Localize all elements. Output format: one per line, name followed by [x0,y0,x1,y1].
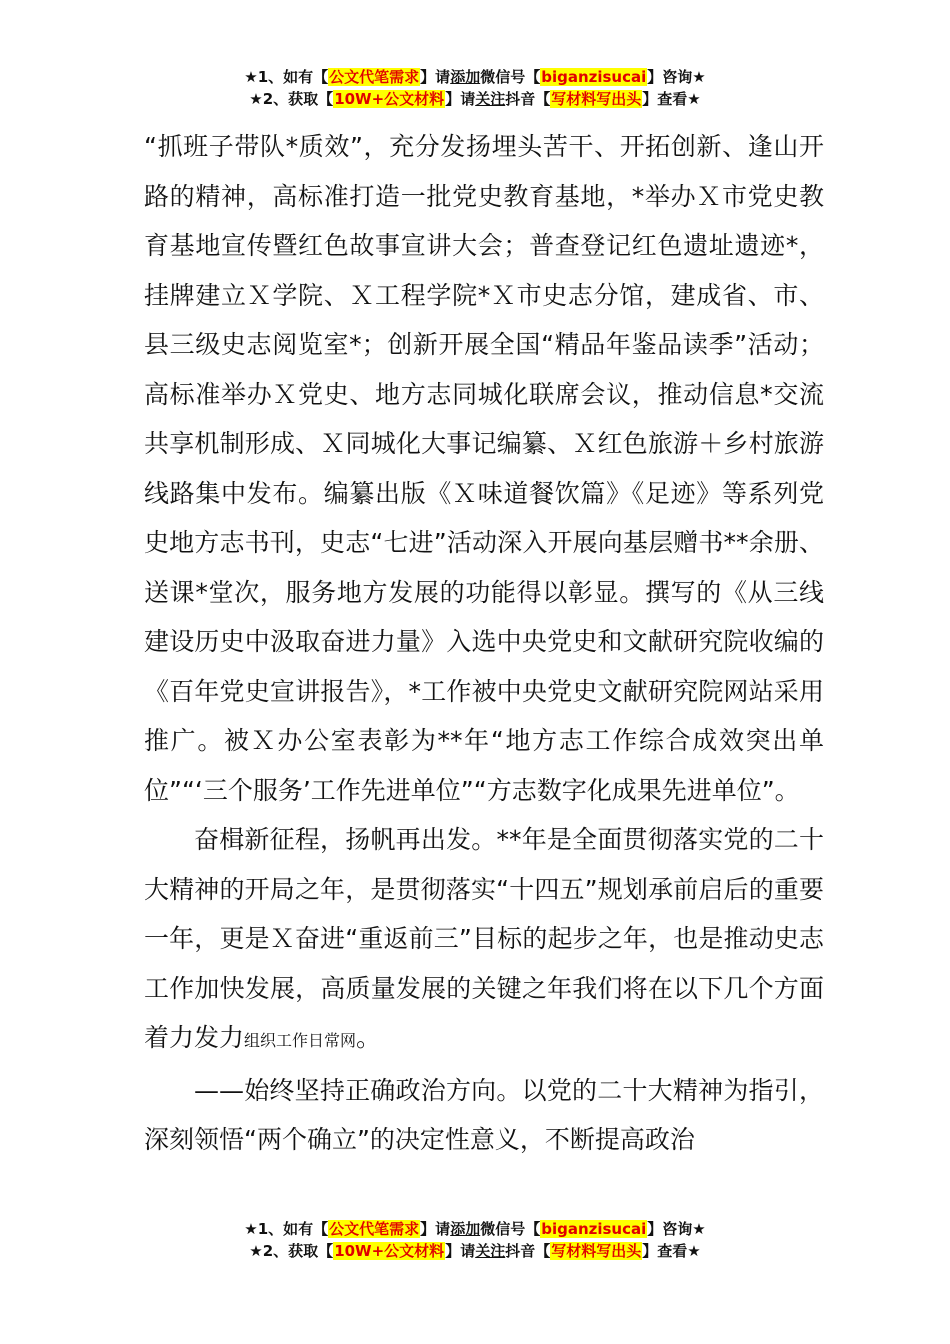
promo-line-1 [0,66,950,88]
promo-underlined: 关注 [475,90,506,108]
promo-text: 】请 [420,1220,451,1238]
promo-underlined: 关注 [475,1242,506,1260]
promo-text: 】查看★ [642,90,701,108]
promo-text: 】咨询★ [647,68,706,86]
paragraph-text: 。 [356,1023,382,1052]
promo-text: ★1、如有【 [244,68,329,86]
paragraph-political-direction: ——始终坚持正确政治方向。以党的二十大精神为指引，深刻领悟“两个确立”的决定性意义，不断提高政治 [144,1075,824,1154]
promo-text: ★2、获取【 [249,1242,334,1260]
promo-highlight: 10W+公文材料 [334,90,445,108]
header-promo-banner [0,66,950,110]
promo-highlight: 公文代笔需求 [329,1220,420,1238]
promo-text: 】请 [445,1242,476,1260]
promo-text: 】查看★ [642,1242,701,1260]
promo-douyin-id: 写材料写出头 [551,1242,642,1260]
footer-promo-banner [0,1218,950,1262]
source-note: 组织工作日常网 [244,1031,357,1050]
paragraph-achievements: “抓班子带队*质效”，充分发扬埋头苦干、开拓创新、逢山开路的精神，高标准打造一批党史教育基地，*举办Ｘ市党史教育基地宣传暨红色故事宣讲大会；普查登记红色遗址遗迹*，挂牌建立Ｘ学院、Ｘ工程学院*Ｘ市史志分馆，建成省、市、县三级史志阅览室*；创新开展全国“精品年鉴品读季”活动；高标准举办Ｘ党史、地方志同城化联席会议，推动信息*交流共享机制形成、Ｘ同城化大事记编纂、Ｘ红色旅游＋乡村旅游线路集中发布。编纂出版《Ｘ味道餐饮篇》《足迹》等系列党史地方志书刊，史志“七进”活动深入开展向基层赠书**余册、送课*堂次，服务地方发展的功能得以彰显。撰写的《从三线建设历史中汲取奋进力量》入选中央党史和文献研究院收编的《百年党史宣讲报告》，*工作被中央党史文献研究院网站采用推广。被Ｘ办公室表彰为**年“地方志工作综合成效突出单位”“‘三个服务’工作先进单位”“方志数字化成果先进单位”。 [144,132,824,805]
promo-wechat-id: biganzisucai [541,1220,647,1238]
promo-douyin-id: 写材料写出头 [551,90,642,108]
promo-text: ★1、如有【 [244,1220,329,1238]
paragraph-text: 奋楫新征程，扬帆再出发。**年是全面贯彻落实党的二十大精神的开局之年，是贯彻落实“十四五”规划承前启后的重要一年，更是Ｘ奋进“重返前三”目标的起步之年，也是推动史志工作加快发展，高质量发展的关键之年我们将在以下几个方面着力发力 [144,825,824,1052]
promo-text: 】请 [420,68,451,86]
promo-underlined: 添加 [450,1220,481,1238]
promo-line-2 [0,88,950,110]
promo-text: 抖音【 [505,90,551,108]
promo-highlight: 10W+公文材料 [334,1242,445,1260]
promo-wechat-id: biganzisucai [541,68,647,86]
promo-text: 微信号【 [480,1220,541,1238]
promo-highlight: 公文代笔需求 [329,68,420,86]
document-body [144,122,824,1165]
promo-text: 微信号【 [480,68,541,86]
paragraph-new-journey [144,815,824,1066]
promo-text: 】请 [445,90,476,108]
promo-text: 】咨询★ [647,1220,706,1238]
promo-line-1 [0,1218,950,1240]
promo-text: ★2、获取【 [249,90,334,108]
promo-text: 抖音【 [505,1242,551,1260]
promo-line-2 [0,1240,950,1262]
promo-underlined: 添加 [450,68,481,86]
